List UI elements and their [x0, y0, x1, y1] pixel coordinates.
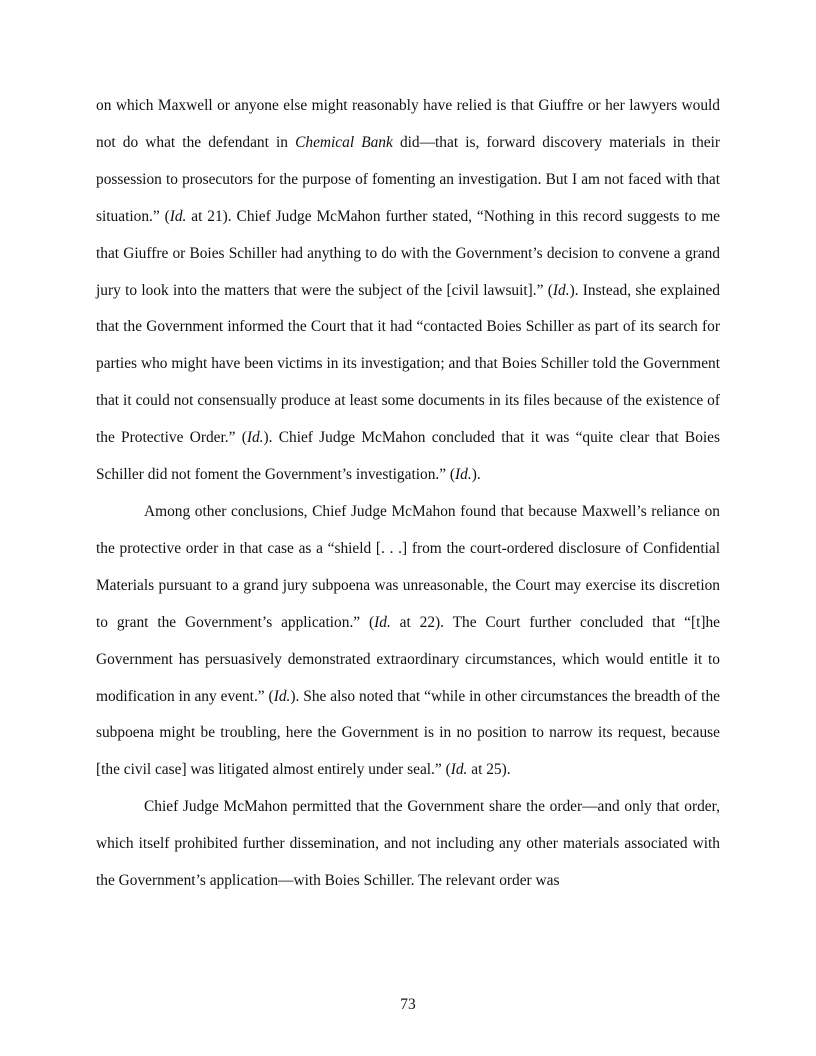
citation-id: Id. [374, 613, 391, 631]
citation-id: Id. [450, 761, 468, 779]
citation-id: Id. [455, 466, 472, 484]
citation-id: Id. [246, 429, 264, 447]
citation-id: Id. [552, 281, 570, 299]
paragraph-1: on which Maxwell or anyone else might reasonably have relied is that Giuffre or her lawyers would not do what the defendant in Chemical Bank did—that is, forward discovery materials in their possession to prosecutors for the purpose of fomenting an investigation. But I am not faced with that situation.” (Id. at 21). Chief Judge McMahon further stated, “Nothing in this record suggests to me that Giuffre or Boies Schiller had anything to do with the Government’s decision to convene a grand jury to look into the matters that were the subject of the [civil lawsuit].” (Id.). Instead, she explained that the Government informed the Court that it had “contacted Boies Schiller as part of its search for parties who might have been victims in its investigation; and that Boies Schiller told the Government that it could not consensually produce at least some documents in its files because of the existence of the Protective Order.” (Id.). Chief Judge McMahon concluded that it was “quite clear that Boies Schiller did not foment the Government’s investigation.” (Id.). [96, 97, 721, 484]
page-number: 73 [400, 996, 416, 1013]
case-name-italic: Chemical Bank [295, 133, 393, 151]
citation-id: Id. [273, 687, 291, 705]
paragraph-3: Chief Judge McMahon permitted that the Government share the order—and only that order, which itself prohibited further dissemination, and not including any other materials associated with the Government’s application—with Boies Schiller. The relevant order was [96, 798, 720, 890]
paragraph-2: Among other conclusions, Chief Judge McMahon found that because Maxwell’s reliance on the protective order in that case as a “shield [. . .] from the court-ordered disclosure of Confidential Materials pursuant to a grand jury subpoena was unreasonable, the Court may exercise its discretion to grant the Government’s application.” (Id. at 22). The Court further concluded that “[t]he Government has persuasively demonstrated extraordinary circumstances, which would entitle it to modification in any event.” (Id.). She also noted that “while in other circumstances the breadth of the subpoena might be troubling, here the Government is in no position to narrow its request, because [the civil case] was litigated almost entirely under seal.” (Id. at 25). [96, 502, 721, 779]
citation-id: Id. [169, 207, 187, 225]
document-body [96, 88, 720, 900]
